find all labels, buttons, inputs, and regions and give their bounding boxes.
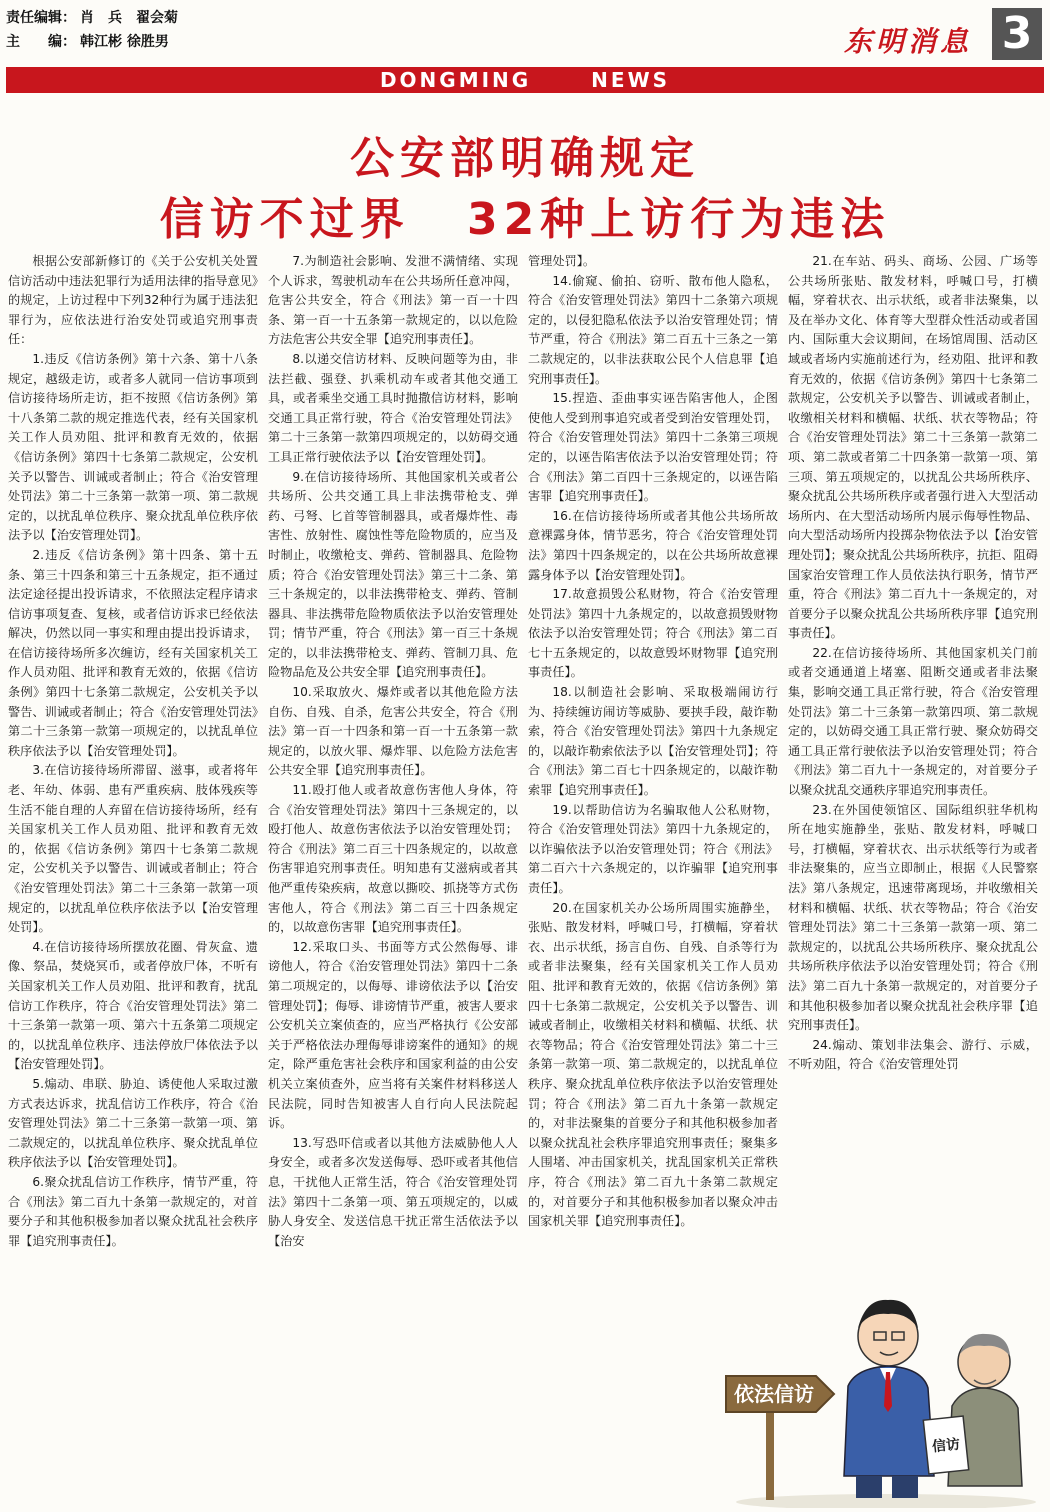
paragraph: 21.在车站、码头、商场、公园、广场等公共场所张贴、散发材料，呼喊口号，打横幅，穿着状衣、出示状纸，或者非法聚集，以及在举办文化、体育等大型群众性活动或者国内、国际重大会议期间，在场馆周围、活动区域或者场内实施前述行为，经劝阻、批评和教育无效的，依据《信访条例》第四十七条第二款规定，公安机关予以警告、训诫或者制止，收缴相关材料和横幅、状纸、状衣等物品；符合《治安管理处罚法》第二十三条第一款第二项、第二款或者第二十四条第一款第一项、第三项、第五项规定的，以扰乱公共场所秩序、聚众扰乱公共场所秩序或者强行进入大型活动场所内、在大型活动场所内展示侮辱性物品、向大型活动场所内投掷杂物依法予以【治安管理处罚】；聚众扰乱公共场所秩序，抗拒、阻碍国家治安管理工作人员依法执行职务，情节严重，符合《刑法》第二百九十一条规定的，对首要分子以聚众扰乱公共场所秩序罪【追究刑事责任】。 (788, 254, 1038, 641)
paragraph: 15.捏造、歪曲事实诬告陷害他人，企图使他人受到刑事追究或者受到治安管理处罚，符合《治安管理处罚法》第四十二条第三项规定的，以诬告陷害依法予以治安管理处罚；符合《刑法》第二百四十三条规定的，以诬告陷害罪【追究刑事责任】。 (528, 391, 778, 504)
paragraph: 13.写恐吓信或者以其他方法威胁他人人身安全，或者多次发送侮辱、恐吓或者其他信息，干扰他人正常生活，符合《治安管理处罚法》第四十二条第一项、第五项规定的，以威胁人身安全、发送信息干扰正常生活依法予以【治安 (268, 1135, 518, 1248)
paragraph: 1.违反《信访条例》第十六条、第十八条规定，越级走访，或者多人就同一信访事项到信访接待场所走访，拒不按照《信访条例》第十八条第二款的规定推选代表，经有关国家机关工作人员劝阻、批评和教育无效的，依据《信访条例》第四十七条第二款规定，公安机关予以警告、训诫或者制止；符合《治安管理处罚法》第二十三条第一款第一项、第二款规定的，以扰乱单位秩序、聚众扰乱单位秩序依法予以【治安管理处罚】。 (8, 351, 258, 543)
article-column-2 (268, 252, 518, 1508)
section-banner: DONGMING NEWS (6, 67, 1044, 93)
paragraph: 5.煽动、串联、胁迫、诱使他人采取过激方式表达诉求，扰乱信访工作秩序，符合《治安管理处罚法》第二十三条第一款第一项、第二款规定的，以扰乱单位秩序、聚众扰乱单位秩序依法予以【治安管理处罚】。 (8, 1076, 258, 1170)
paragraph: 16.在信访接待场所或者其他公共场所故意裸露身体，情节恶劣，符合《治安管理处罚法》第四十四条规定的，以在公共场所故意裸露身体予以【治安管理处罚】。 (528, 508, 778, 582)
newspaper-brand: 东明消息 (843, 25, 972, 58)
cartoon-figures (716, 1276, 1046, 1508)
paragraph: 7.为制造社会影响、发泄不满情绪、实现个人诉求，驾驶机动车在公共场所任意冲闯，危害公共安全，符合《刑法》第一百一十四条、第一百一十五条第一款规定的，以以危险方法危害公共安全罪【追究刑事责任】。 (268, 254, 518, 347)
headline-line-1: 公安部明确规定 (350, 133, 700, 184)
paragraph: 20.在国家机关办公场所周围实施静坐，张贴、散发材料，呼喊口号，打横幅，穿着状衣、出示状纸，扬言自伤、自残、自杀等行为或者非法聚集，经有关国家机关工作人员劝阻、批评和教育无效的，依据《信访条例》第四十七条第二款规定，公安机关予以警告、训诫或者制止，收缴相关材料和横幅、状纸、状衣等物品；符合《治安管理处罚法》第二十三条第一款第一项、第二款规定的，以扰乱单位秩序、聚众扰乱单位秩序依法予以治安管理处罚；符合《刑法》第二百九十条第一款规定的，对非法聚集的首要分子和其他积极参加者以聚众扰乱社会秩序罪追究刑事责任；聚集多人围堵、冲击国家机关，扰乱国家机关正常秩序，符合《刑法》第二百九十条第二款规定的，对首要分子和其他积极参加者以聚众冲击国家机关罪【追究刑事责任】。 (528, 900, 778, 1229)
chief-editor-names: 韩江彬 徐胜男 (80, 34, 169, 50)
page-number: 3 (992, 8, 1042, 60)
paragraph: 24.煽动、策划非法集会、游行、示威，不听劝阻，符合《治安管理处罚 (788, 1037, 1038, 1072)
paragraph: 18.以制造社会影响、采取极端闹访行为、持续缠访闹访等威胁、要挟手段，敲诈勒索，符合《治安管理处罚法》第四十九条规定的，以敲诈勒索依法予以【治安管理处罚】；符合《刑法》第二百七十四条规定的，以敲诈勒索罪【追究刑事责任】。 (528, 685, 778, 798)
masthead-credits (6, 6, 178, 54)
chief-editor-label: 主 编： (6, 34, 76, 50)
paragraph: 9.在信访接待场所、其他国家机关或者公共场所、公共交通工具上非法携带枪支、弹药、弓弩、匕首等管制器具，或者爆炸性、毒害性、放射性、腐蚀性等危险物质的，应当及时制止，收缴枪支、弹药、管制器具、危险物质；符合《治安管理处罚法》第三十二条、第三十条规定的，以非法携带枪支、弹药、管制器具、非法携带危险物质依法予以治安管理处罚；情节严重，符合《刑法》第一百三十条规定的，以非法携带枪支、弹药、管制刀具、危险物品危及公共安全罪【追究刑事责任】。 (268, 469, 518, 680)
paragraph: 22.在信访接待场所、其他国家机关门前或者交通通道上堵塞、阻断交通或者非法聚集，影响交通工具正常行驶，符合《治安管理处罚法》第二十三条第一款第四项、第二款规定的，以妨碍交通工具正常行驶、聚众妨碍交通工具正常行驶依法予以治安管理处罚；符合《刑法》第二百九十一条规定的，对首要分子以聚众扰乱交通秩序罪追究刑事责任。 (788, 645, 1038, 798)
paragraph: 管理处罚】。 (528, 254, 596, 268)
article-column-1 (8, 252, 258, 1508)
paragraph: 4.在信访接待场所摆放花圈、骨灰盒、遗像、祭品，焚烧冥币，或者停放尸体，不听有关国家机关工作人员劝阻、批评和教育，扰乱信访工作秩序，符合《治安管理处罚法》第二十三条第一款第一项、第六十五条第二项规定的，以扰乱单位秩序、违法停放尸体依法予以【治安管理处罚】。 (8, 939, 258, 1072)
editor-names: 肖 兵 翟会菊 (80, 10, 178, 26)
paragraph: 8.以递交信访材料、反映问题等为由，非法拦截、强登、扒乘机动车或者其他交通工具，或者乘坐交通工具时抛撒信访材料，影响交通工具正常行驶，符合《治安管理处罚法》第二十三条第一款第四项规定的，以妨碍交通工具正常行驶依法予以【治安管理处罚】。 (268, 351, 518, 464)
paragraph: 10.采取放火、爆炸或者以其他危险方法自伤、自残、自杀，危害公共安全，符合《刑法》第一百一十四条和第一百一十五条第一款规定的，以放火罪、爆炸罪、以危险方法危害公共安全罪【追究刑事责任】。 (268, 685, 518, 778)
paragraph: 3.在信访接待场所滞留、滋事，或者将年老、年幼、体弱、患有严重疾病、肢体残疾等生活不能自理的人弃留在信访接待场所，经有关国家机关工作人员劝阻、批评和教育无效的，依据《信访条例》第四十七条第二款规定，公安机关予以警告、训诫或者制止；符合《治安管理处罚法》第二十三条第一款第一项规定的，以扰乱单位秩序依法予以【治安管理处罚】。 (8, 763, 258, 935)
sign-label: 依法信访 (734, 1382, 814, 1406)
paragraph: 17.故意损毁公私财物，符合《治安管理处罚法》第四十九条规定的，以故意损毁财物依法予以治安管理处罚；符合《刑法》第二百七十五条规定的，以故意毁坏财物罪【追究刑事责任】。 (528, 587, 778, 680)
paragraph: 6.聚众扰乱信访工作秩序，情节严重，符合《刑法》第二百九十条第一款规定的，对首要分子和其他积极参加者以聚众扰乱社会秩序罪【追究刑事责任】。 (8, 1174, 258, 1248)
paragraph: 2.违反《信访条例》第十四条、第十五条、第三十四条和第三十五条规定，拒不通过法定途径提出投诉请求，不依照法定程序请求信访事项复查、复核，或者信访诉求已经依法解决，仍然以同一事实和理由提出投诉请求，在信访接待场所多次缠访，经有关国家机关工作人员劝阻、批评和教育无效的，依据《信访条例》第四十七条第二款规定，公安机关予以警告、训诫或者制止；符合《治安管理处罚法》第二十三条第一款第一项规定的，以扰乱单位秩序依法予以【治安管理处罚】。 (8, 547, 258, 758)
headline-line-2: 信访不过界 32种上访行为违法 (159, 194, 891, 245)
paragraph: 11.殴打他人或者故意伤害他人身体，符合《治安管理处罚法》第四十三条规定的，以殴打他人、故意伤害依法予以治安管理处罚；符合《刑法》第二百三十四条规定的，以故意伤害罪追究刑事责任。明知患有艾滋病或者其他严重传染疾病，故意以撕咬、抓挠等方式伤害他人，符合《刑法》第二百三十四条规定的，以故意伤害罪【追究刑事责任】。 (268, 783, 518, 935)
editor-label: 责任编辑： (6, 10, 76, 26)
petition-paper-label: 信访 (931, 1436, 961, 1456)
paragraph: 23.在外国使领馆区、国际组织驻华机构所在地实施静坐，张贴、散发材料，呼喊口号，打横幅，穿着状衣、出示状纸等行为或者非法聚集的，应当立即制止，根据《人民警察法》第八条规定，迅速带离现场，并收缴相关材料和横幅、状纸、状衣等物品；符合《治安管理处罚法》第二十三条第一款第一项、第二款规定的，以扰乱公共场所秩序、聚众扰乱公共场所秩序依法予以治安管理处罚；符合《刑法》第二百九十条第一款规定的，对首要分子和其他积极参加者以聚众扰乱社会秩序罪【追究刑事责任】。 (788, 802, 1038, 1033)
paragraph: 14.偷窥、偷拍、窃听、散布他人隐私，符合《治安管理处罚法》第四十二条第六项规定的，以侵犯隐私依法予以治安管理处罚；情节严重，符合《刑法》第二百五十三条之一第二款规定的，以非法获取公民个人信息罪【追究刑事责任】。 (528, 273, 778, 386)
paragraph: 19.以帮助信访为名骗取他人公私财物，符合《治安管理处罚法》第四十九条规定的，以诈骗依法予以治安管理处罚；符合《刑法》第二百六十六条规定的，以诈骗罪【追究刑事责任】。 (528, 802, 778, 895)
paragraph: 根据公安部新修订的《关于公安机关处置信访活动中违法犯罪行为适用法律的指导意见》的规定，上访过程中下列32种行为属于违法犯罪行为，应依法进行治安处罚或追究刑事责任： (8, 254, 258, 347)
cartoon-illustration (716, 1276, 1046, 1508)
paragraph: 12.采取口头、书面等方式公然侮辱、诽谤他人，符合《治安管理处罚法》第四十二条第二项规定的，以侮辱、诽谤依法予以【治安管理处罚】；侮辱、诽谤情节严重，被害人要求公安机关立案侦查的，应当严格执行《公安部关于严格依法办理侮辱诽谤案件的通知》的规定，除严重危害社会秩序和国家利益的由公安机关立案侦查外，应当将有关案件材料移送人民法院，同时告知被害人自行向人民法院起诉。 (268, 939, 518, 1131)
